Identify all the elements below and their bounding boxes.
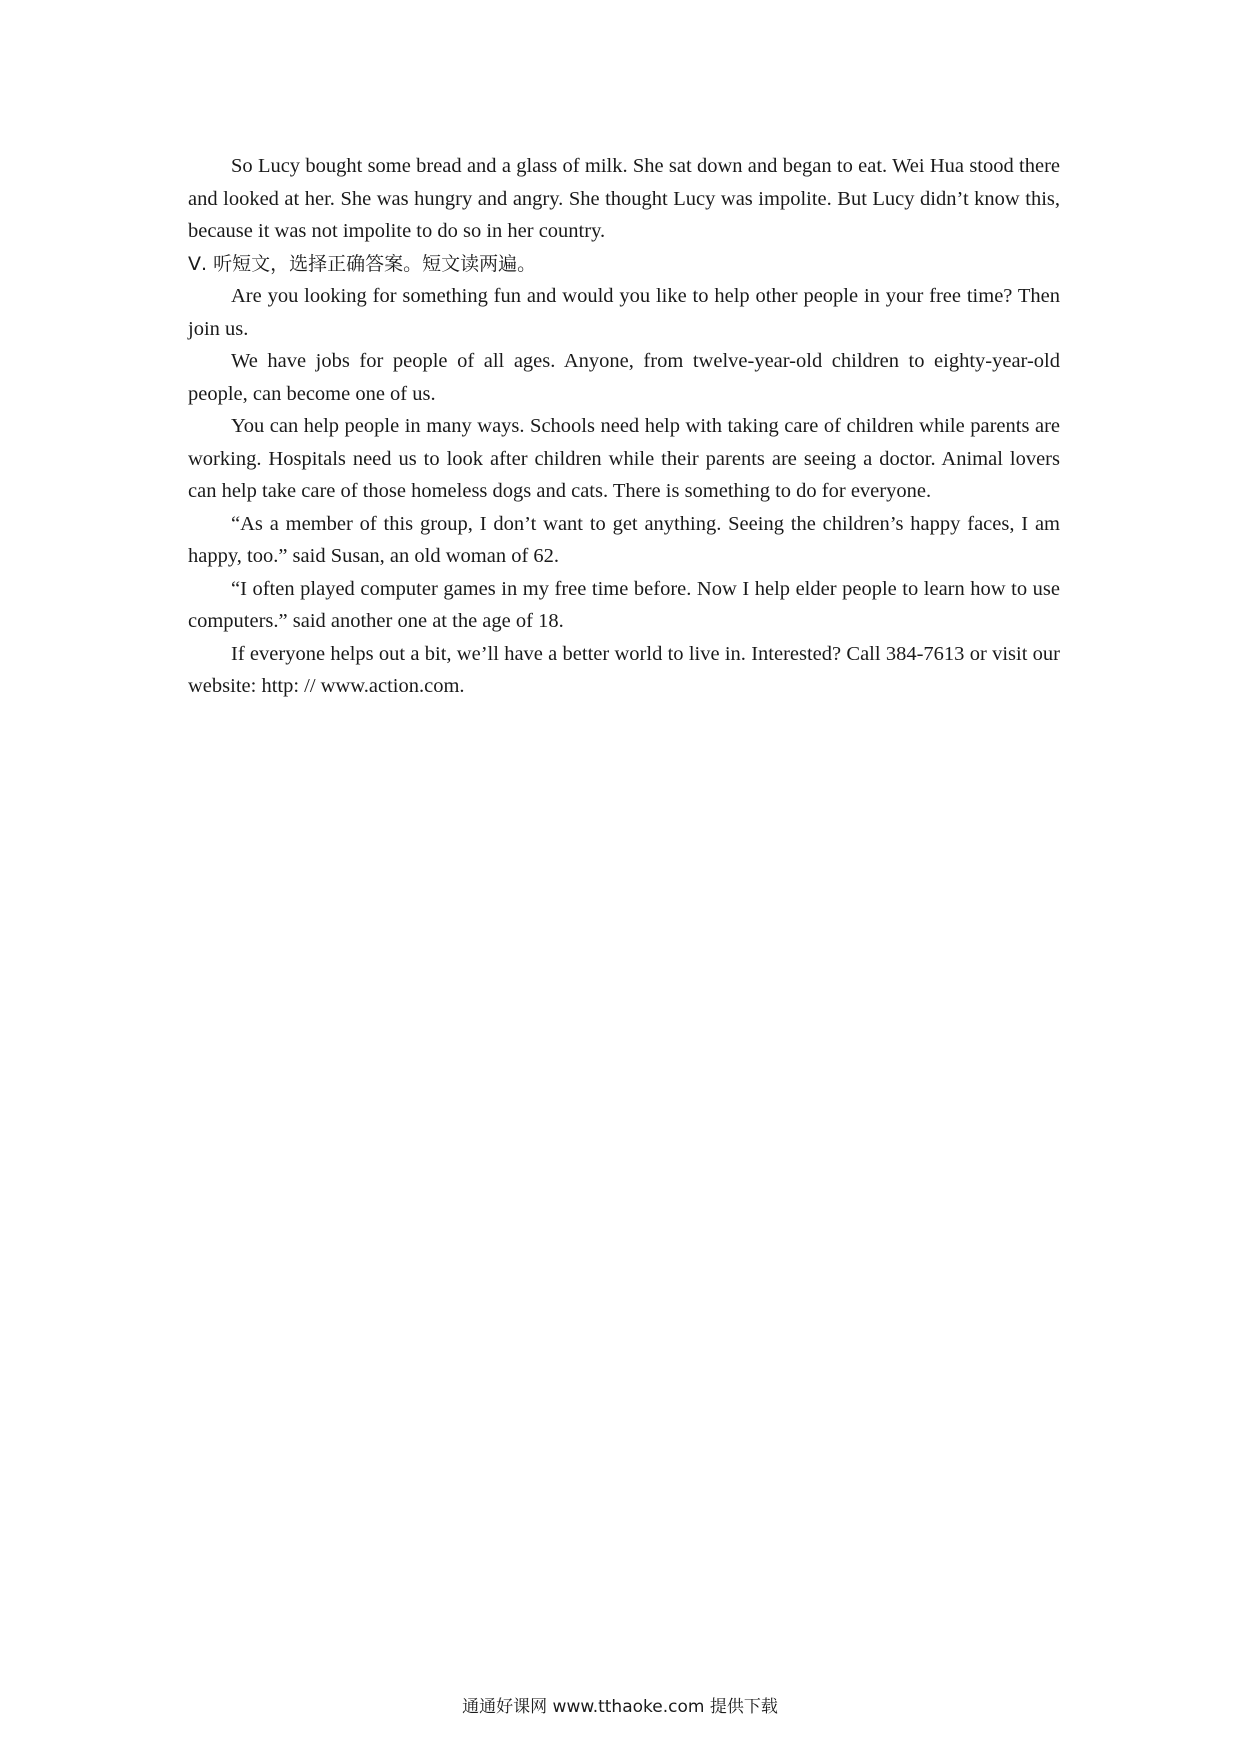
paragraph-6: If everyone helps out a bit, we’ll have a better world to live in. Interested? Call 384-7613 or visit our website: http: // www.action.com. xyxy=(188,642,1060,697)
paragraph-4: “As a member of this group, I don’t want to get anything. Seeing the children’s happy faces, I am happy, too.” said Susan, an old woman of 62. xyxy=(188,512,1060,567)
paragraph-2: We have jobs for people of all ages. Anyone, from twelve-year-old children to eighty-year-old people, can become one of us. xyxy=(188,350,1060,405)
section-heading: Ⅴ. 听短文，选择正确答案。短文读两遍。 xyxy=(188,252,537,275)
page-footer: 通通好课网 www.tthaoke.com 提供下载 xyxy=(462,1697,778,1717)
paragraph-3: You can help people in many ways. Schools need help with taking care of children while parents are working. Hospitals need us to look after children while their parents are seeing a doctor. Animal lovers can help take care of those homeless dogs and cats. There is something to do for everyone. xyxy=(188,415,1060,502)
intro-paragraph: So Lucy bought some bread and a glass of milk. She sat down and began to eat. Wei Hua stood there and looked at her. She was hungry and angry. She thought Lucy was impolite. But Lucy didn’t know this, because it was not impolite to do so in her country. xyxy=(188,155,1060,242)
paragraph-1: Are you looking for something fun and would you like to help other people in your free time? Then join us. xyxy=(188,285,1060,340)
document-body xyxy=(188,150,1060,703)
paragraph-5: “I often played computer games in my free time before. Now I help elder people to learn how to use computers.” said another one at the age of 18. xyxy=(188,577,1060,632)
